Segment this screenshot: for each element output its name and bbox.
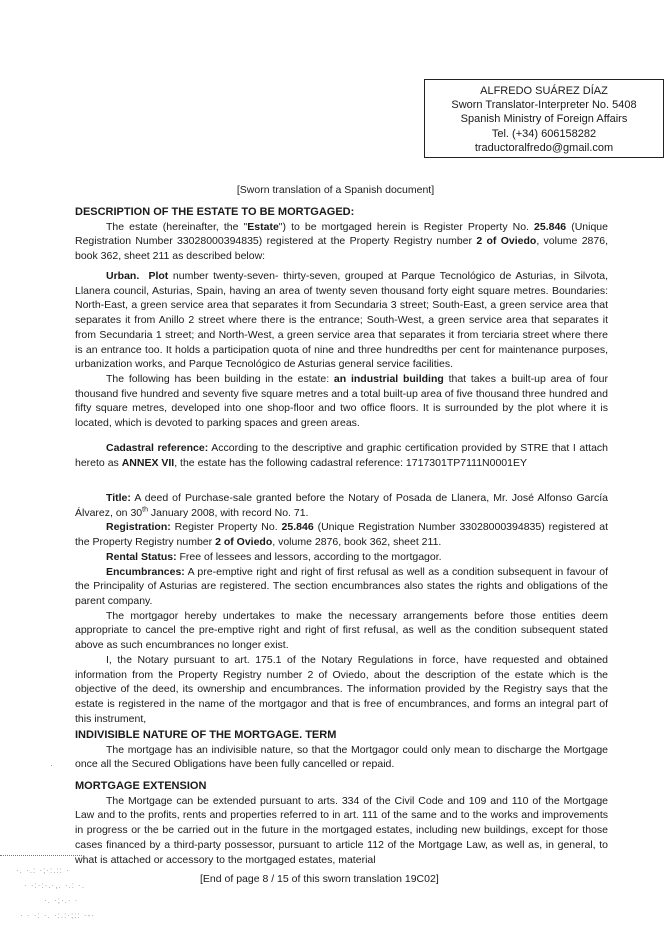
title-section (75, 491, 608, 653)
faded-stamp-line-2: · ·:·:·.·,. ·.: ·. (24, 881, 86, 890)
estate-heading: DESCRIPTION OF THE ESTATE TO BE MORTGAGED: (75, 206, 355, 218)
faded-stamp-line-4: · · ·: ·. ·:.:·;:: ·-· (20, 911, 95, 920)
translator-title: Sworn Translator-Interpreter No. 5408 (451, 99, 637, 112)
encumbrances-paragraph: Encumbrances: A pre-emptive right and right of first refusal as well as a condition subsequent in favour of the Principality of Asturias are registered. The section encumbrances also states the rights and obligations of the parent company. (75, 565, 608, 607)
translator-name: ALFREDO SUÁREZ DÍAZ (480, 85, 608, 97)
undertakes-paragraph: The mortgagor hereby undertakes to make the necessary arrangements before those entities deem appropriate to cancel the pre-emptive right and right of first refusal, as well as the condition subsequent stated above as such encumbrances no longer exist. (75, 609, 608, 652)
extension-heading: MORTGAGE EXTENSION (75, 780, 207, 792)
margin-mark: · (50, 760, 53, 770)
registration-paragraph: Registration: Register Property No. 25.846 (Unique Registration Number 33028000394835) registered at the Property Registry number 2 of Oviedo, volume 2876, book 362, sheet 211. (75, 521, 608, 549)
end-of-page-note: [End of page 8 / 15 of this sworn translation 19C02] (200, 873, 439, 885)
rental-paragraph: Rental Status: Free of lessees and lessors, according to the mortgagor. (106, 550, 442, 563)
margin-dotted-line (0, 855, 82, 856)
estate-paragraph: The estate (hereinafter, the "Estate") to be mortgaged herein is Register Property No. 25.846 (Unique Registration Number 33028000394835) registered at the Property Registry number 2 of Oviedo, volume 2876, book 362, sheet 211 as described below: (75, 220, 608, 263)
cadastral-section (75, 441, 608, 470)
urban-paragraph: Urban. Plot number twenty-seven- thirty-seven, grouped at Parque Tecnológico de Asturias, in Silvota, Llanera council, Asturias, Spain, having an area of twenty seven thousand forty eight square metres. Boundaries: North-East, a green service area that separates it from Secundaria 3 street; South-East, a green service area that separates it from Anillo 2 street where there is the entrance; South-West, a green service area that separates it from Secundaria 1 street; and North-West, a green service area that separates it from terciaria street where there is an entrance too. It holds a participation quota of nine and three hundredths per cent for maintenance purposes, urbanization works, and Parque Tecnológico de Asturias general service facilities. (75, 270, 608, 371)
indivisible-paragraph: The mortgage has an indivisible nature, so that the Mortgagor could only mean to discharge the Mortgage once all the Secured Obligations have been fully cancelled or repaid. (75, 743, 608, 771)
extension-section (75, 779, 608, 867)
sworn-translation-note: [Sworn translation of a Spanish document] (236, 184, 435, 196)
notary-paragraph: I, the Notary pursuant to art. 175.1 of the Notary Regulations in force, have requested and obtained information from the Property Registry number 2 of Oviedo, about the description of the estate which is the objective of the deed, its ownership and encumbrances. The information provided by the Registry says that the estate is registered in the name of the mortgagor and that is free of encumbrances, and forms an integral part of this instrument, (75, 654, 608, 725)
translator-phone: Tel. (+34) 606158282 (491, 127, 597, 140)
estate-section (75, 205, 608, 264)
cadastral-paragraph: Cadastral reference: According to the descriptive and graphic certification provided by STRE that I attach hereto as ANNEX VII, the estate has the following cadastral reference: 1717301TP7111N0001EY (75, 442, 608, 469)
indivisible-section (75, 728, 608, 772)
urban-section (75, 269, 608, 431)
building-paragraph: The following has been building in the estate: an industrial building that takes a built-up area of four thousand five hundred and seventy five square metres and a total built-up area of five thousand three hundred and fifty square metres, developed into one shop-floor and two office floors. It is surrounded by the plot where it is located, which is devoted to parking spaces and green areas. (75, 372, 608, 430)
translator-email: traductoralfredo@gmail.com (474, 141, 614, 154)
notary-section (75, 653, 608, 727)
translator-ministry: Spanish Ministry of Foreign Affairs (460, 113, 628, 126)
title-paragraph: Title: A deed of Purchase-sale granted before the Notary of Posada de Llanera, Mr. José Alfonso García Álvarez, on 30th January 2008, with record No. 71. (75, 492, 608, 519)
extension-paragraph: The Mortgage can be extended pursuant to arts. 334 of the Civil Code and 109 and 110 of the Mortgage Law and to the profits, rents and properties referred to in art. 111 of the same and to the works and improvements in progress or the be carried out in the future in the mortgaged estates, including new buildings, except for those cases financed by a third-party possessor, pursuant to article 112 of the Mortgage Law, as well as, in general, to what is attached or accessory to the mortgaged estates, material (75, 794, 608, 866)
translator-stamp-box (424, 79, 664, 158)
indivisible-heading: INDIVISIBLE NATURE OF THE MORTGAGE. TERM (75, 729, 337, 741)
faded-stamp-line-1: ·. ·.: ·;·:.:: · (16, 866, 70, 875)
faded-stamp-line-3: ·. ·;·.· · (44, 896, 79, 905)
